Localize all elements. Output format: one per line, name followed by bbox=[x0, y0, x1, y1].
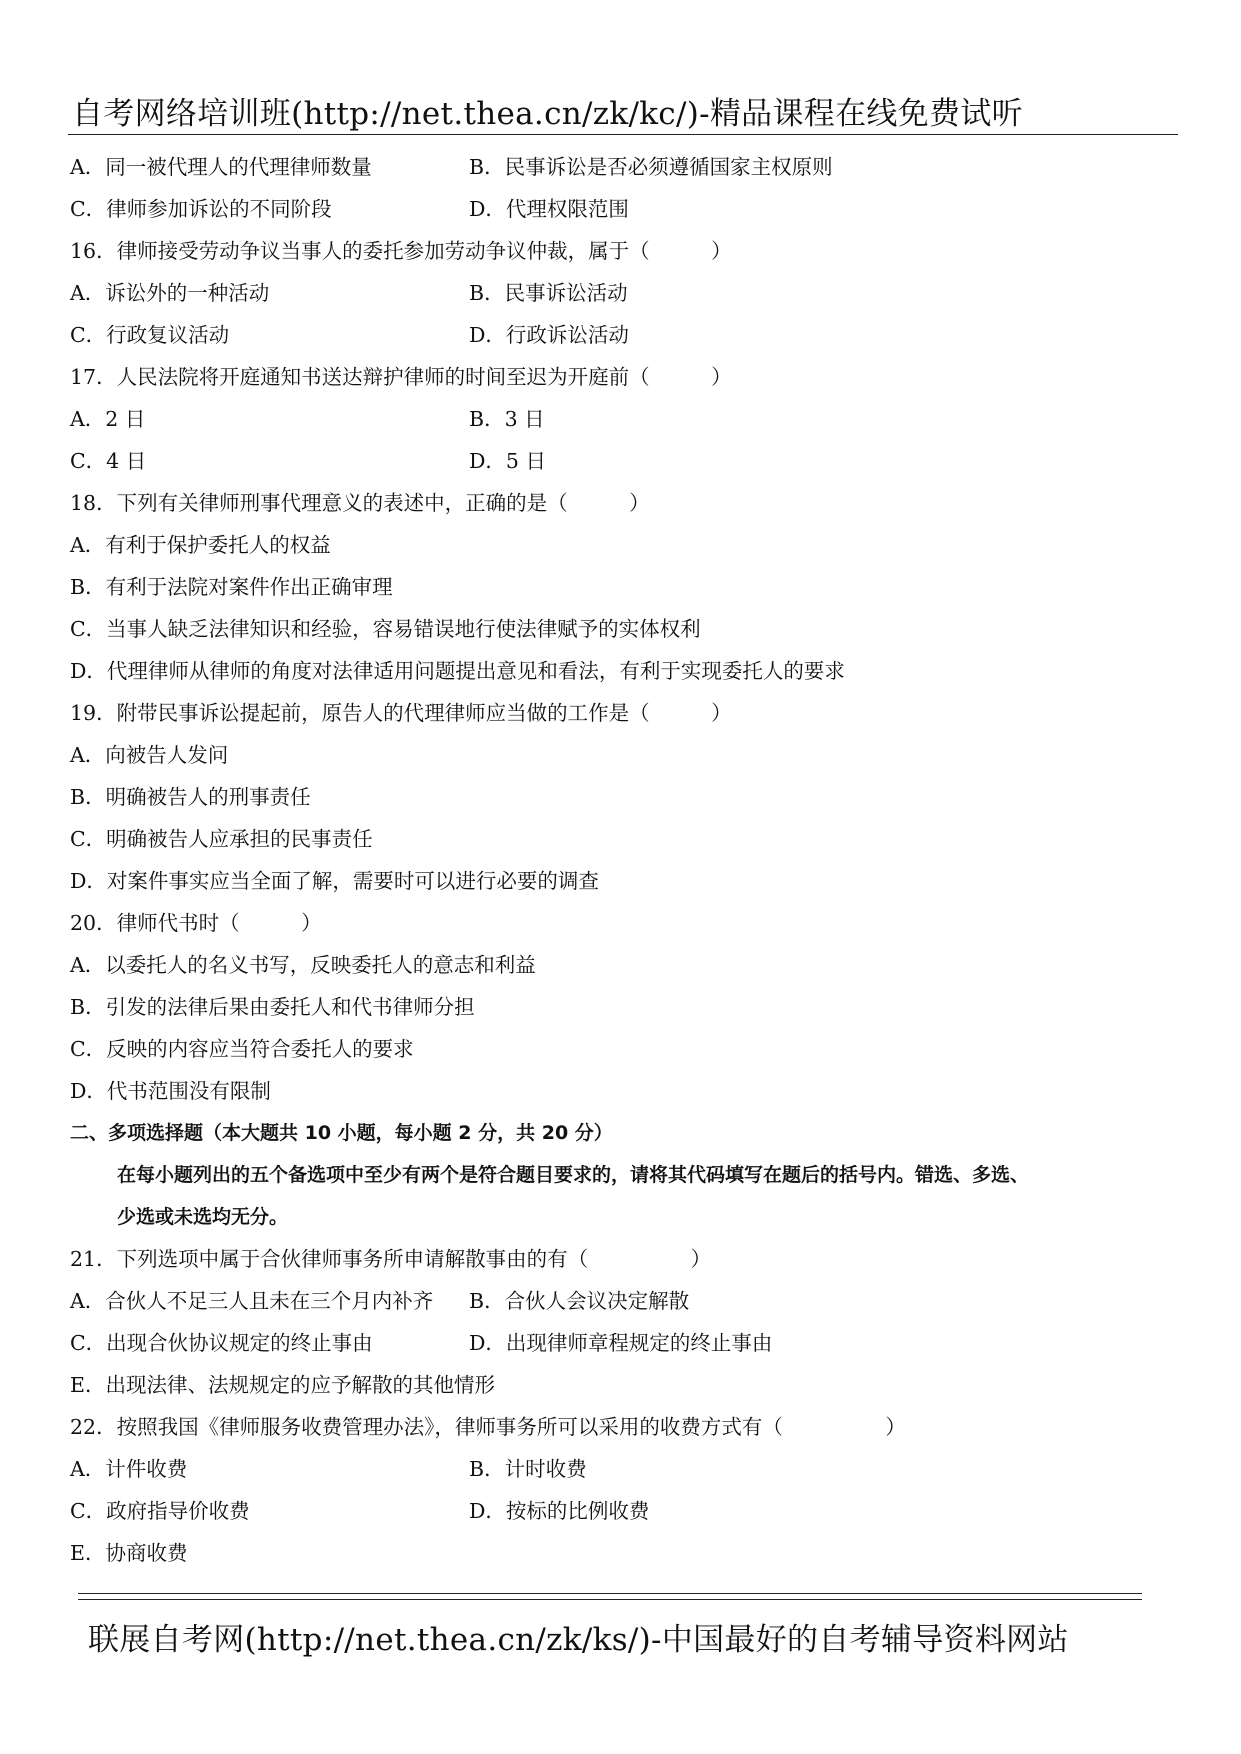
option-row bbox=[70, 1322, 1180, 1364]
option-right: B．合伙人会议决定解散 bbox=[469, 1289, 690, 1313]
text-line bbox=[70, 1028, 1180, 1070]
option-left: C．4 日 bbox=[70, 449, 147, 473]
option-right: B．计时收费 bbox=[469, 1457, 587, 1481]
text-line bbox=[70, 356, 1180, 398]
line-text: 二、多项选择题（本大题共 10 小题，每小题 2 分，共 20 分） bbox=[70, 1122, 613, 1144]
text-line bbox=[70, 608, 1180, 650]
line-text: A．有利于保护委托人的权益 bbox=[70, 533, 331, 557]
footer-rule bbox=[78, 1593, 1142, 1600]
line-text: C．反映的内容应当符合委托人的要求 bbox=[70, 1037, 414, 1061]
header-rule bbox=[68, 134, 1178, 135]
option-right: D．行政诉讼活动 bbox=[469, 323, 629, 347]
line-text: E．出现法律、法规规定的应予解散的其他情形 bbox=[70, 1373, 495, 1397]
line-text: B．有利于法院对案件作出正确审理 bbox=[70, 575, 393, 599]
option-left: C．律师参加诉讼的不同阶段 bbox=[70, 197, 332, 221]
option-left: A．合伙人不足三人且未在三个月内补齐 bbox=[70, 1289, 434, 1313]
option-right: B．3 日 bbox=[469, 407, 545, 431]
line-text: 少选或未选均无分。 bbox=[117, 1206, 289, 1228]
option-right: D．5 日 bbox=[469, 449, 546, 473]
line-text: B．引发的法律后果由委托人和代书律师分担 bbox=[70, 995, 475, 1019]
option-left: A．计件收费 bbox=[70, 1457, 188, 1481]
option-left: A．2 日 bbox=[70, 407, 146, 431]
option-row bbox=[70, 440, 1180, 482]
line-text: 20．律师代书时（ ） bbox=[70, 911, 322, 935]
text-line bbox=[70, 734, 1180, 776]
option-row bbox=[70, 1280, 1180, 1322]
option-right: D．代理权限范围 bbox=[469, 197, 629, 221]
line-text: 在每小题列出的五个备选项中至少有两个是符合题目要求的，请将其代码填写在题后的括号内。错选、多选、 bbox=[117, 1164, 1030, 1186]
section-heading-line bbox=[70, 1196, 1180, 1238]
text-line bbox=[70, 860, 1180, 902]
option-row bbox=[70, 146, 1180, 188]
text-line bbox=[70, 776, 1180, 818]
text-line bbox=[70, 650, 1180, 692]
option-left: C．行政复议活动 bbox=[70, 323, 230, 347]
text-line bbox=[70, 1364, 1180, 1406]
text-line bbox=[70, 692, 1180, 734]
text-line bbox=[70, 818, 1180, 860]
line-text: 22．按照我国《律师服务收费管理办法》，律师事务所可以采用的收费方式有（ ） bbox=[70, 1415, 906, 1439]
option-row bbox=[70, 272, 1180, 314]
option-row bbox=[70, 314, 1180, 356]
text-line bbox=[70, 902, 1180, 944]
line-text: A．以委托人的名义书写，反映委托人的意志和利益 bbox=[70, 953, 536, 977]
line-text: 21．下列选项中属于合伙律师事务所申请解散事由的有（ ） bbox=[70, 1247, 712, 1271]
line-text: 19．附带民事诉讼提起前，原告人的代理律师应当做的工作是（ ） bbox=[70, 701, 732, 725]
line-text: B．明确被告人的刑事责任 bbox=[70, 785, 311, 809]
text-line bbox=[70, 524, 1180, 566]
option-row bbox=[70, 1490, 1180, 1532]
text-line bbox=[70, 986, 1180, 1028]
text-line bbox=[70, 1406, 1180, 1448]
option-left: C．政府指导价收费 bbox=[70, 1499, 250, 1523]
text-line bbox=[70, 1238, 1180, 1280]
text-line bbox=[70, 482, 1180, 524]
line-text: C．当事人缺乏法律知识和经验，容易错误地行使法律赋予的实体权利 bbox=[70, 617, 701, 641]
option-right: B．民事诉讼活动 bbox=[469, 281, 628, 305]
page-header: 自考网络培训班(http://net.thea.cn/zk/kc/)-精品课程在线免费试听 bbox=[72, 96, 1023, 132]
option-right: D．出现律师章程规定的终止事由 bbox=[469, 1331, 773, 1355]
option-row bbox=[70, 1448, 1180, 1490]
option-left: A．同一被代理人的代理律师数量 bbox=[70, 155, 372, 179]
line-text: A．向被告人发问 bbox=[70, 743, 229, 767]
line-text: 16．律师接受劳动争议当事人的委托参加劳动争议仲裁，属于（ ） bbox=[70, 239, 732, 263]
line-text: E．协商收费 bbox=[70, 1541, 188, 1565]
option-right: B．民事诉讼是否必须遵循国家主权原则 bbox=[469, 155, 833, 179]
section-heading-line bbox=[70, 1112, 1180, 1154]
text-line bbox=[70, 566, 1180, 608]
line-text: D．代书范围没有限制 bbox=[70, 1079, 271, 1103]
text-line bbox=[70, 1532, 1180, 1574]
line-text: D．代理律师从律师的角度对法律适用问题提出意见和看法，有利于实现委托人的要求 bbox=[70, 659, 845, 683]
exam-content bbox=[70, 146, 1180, 1574]
option-right: D．按标的比例收费 bbox=[469, 1499, 650, 1523]
text-line bbox=[70, 944, 1180, 986]
text-line bbox=[70, 1070, 1180, 1112]
page-footer: 联展自考网(http://net.thea.cn/zk/ks/)-中国最好的自考辅导资料网站 bbox=[88, 1622, 1069, 1658]
line-text: 17．人民法院将开庭通知书送达辩护律师的时间至迟为开庭前（ ） bbox=[70, 365, 732, 389]
line-text: 18．下列有关律师刑事代理意义的表述中，正确的是（ ） bbox=[70, 491, 650, 515]
line-text: D．对案件事实应当全面了解，需要时可以进行必要的调查 bbox=[70, 869, 599, 893]
option-left: A．诉讼外的一种活动 bbox=[70, 281, 270, 305]
text-line bbox=[70, 230, 1180, 272]
option-left: C．出现合伙协议规定的终止事由 bbox=[70, 1331, 373, 1355]
option-row bbox=[70, 188, 1180, 230]
option-row bbox=[70, 398, 1180, 440]
section-heading-line bbox=[70, 1154, 1180, 1196]
line-text: C．明确被告人应承担的民事责任 bbox=[70, 827, 373, 851]
